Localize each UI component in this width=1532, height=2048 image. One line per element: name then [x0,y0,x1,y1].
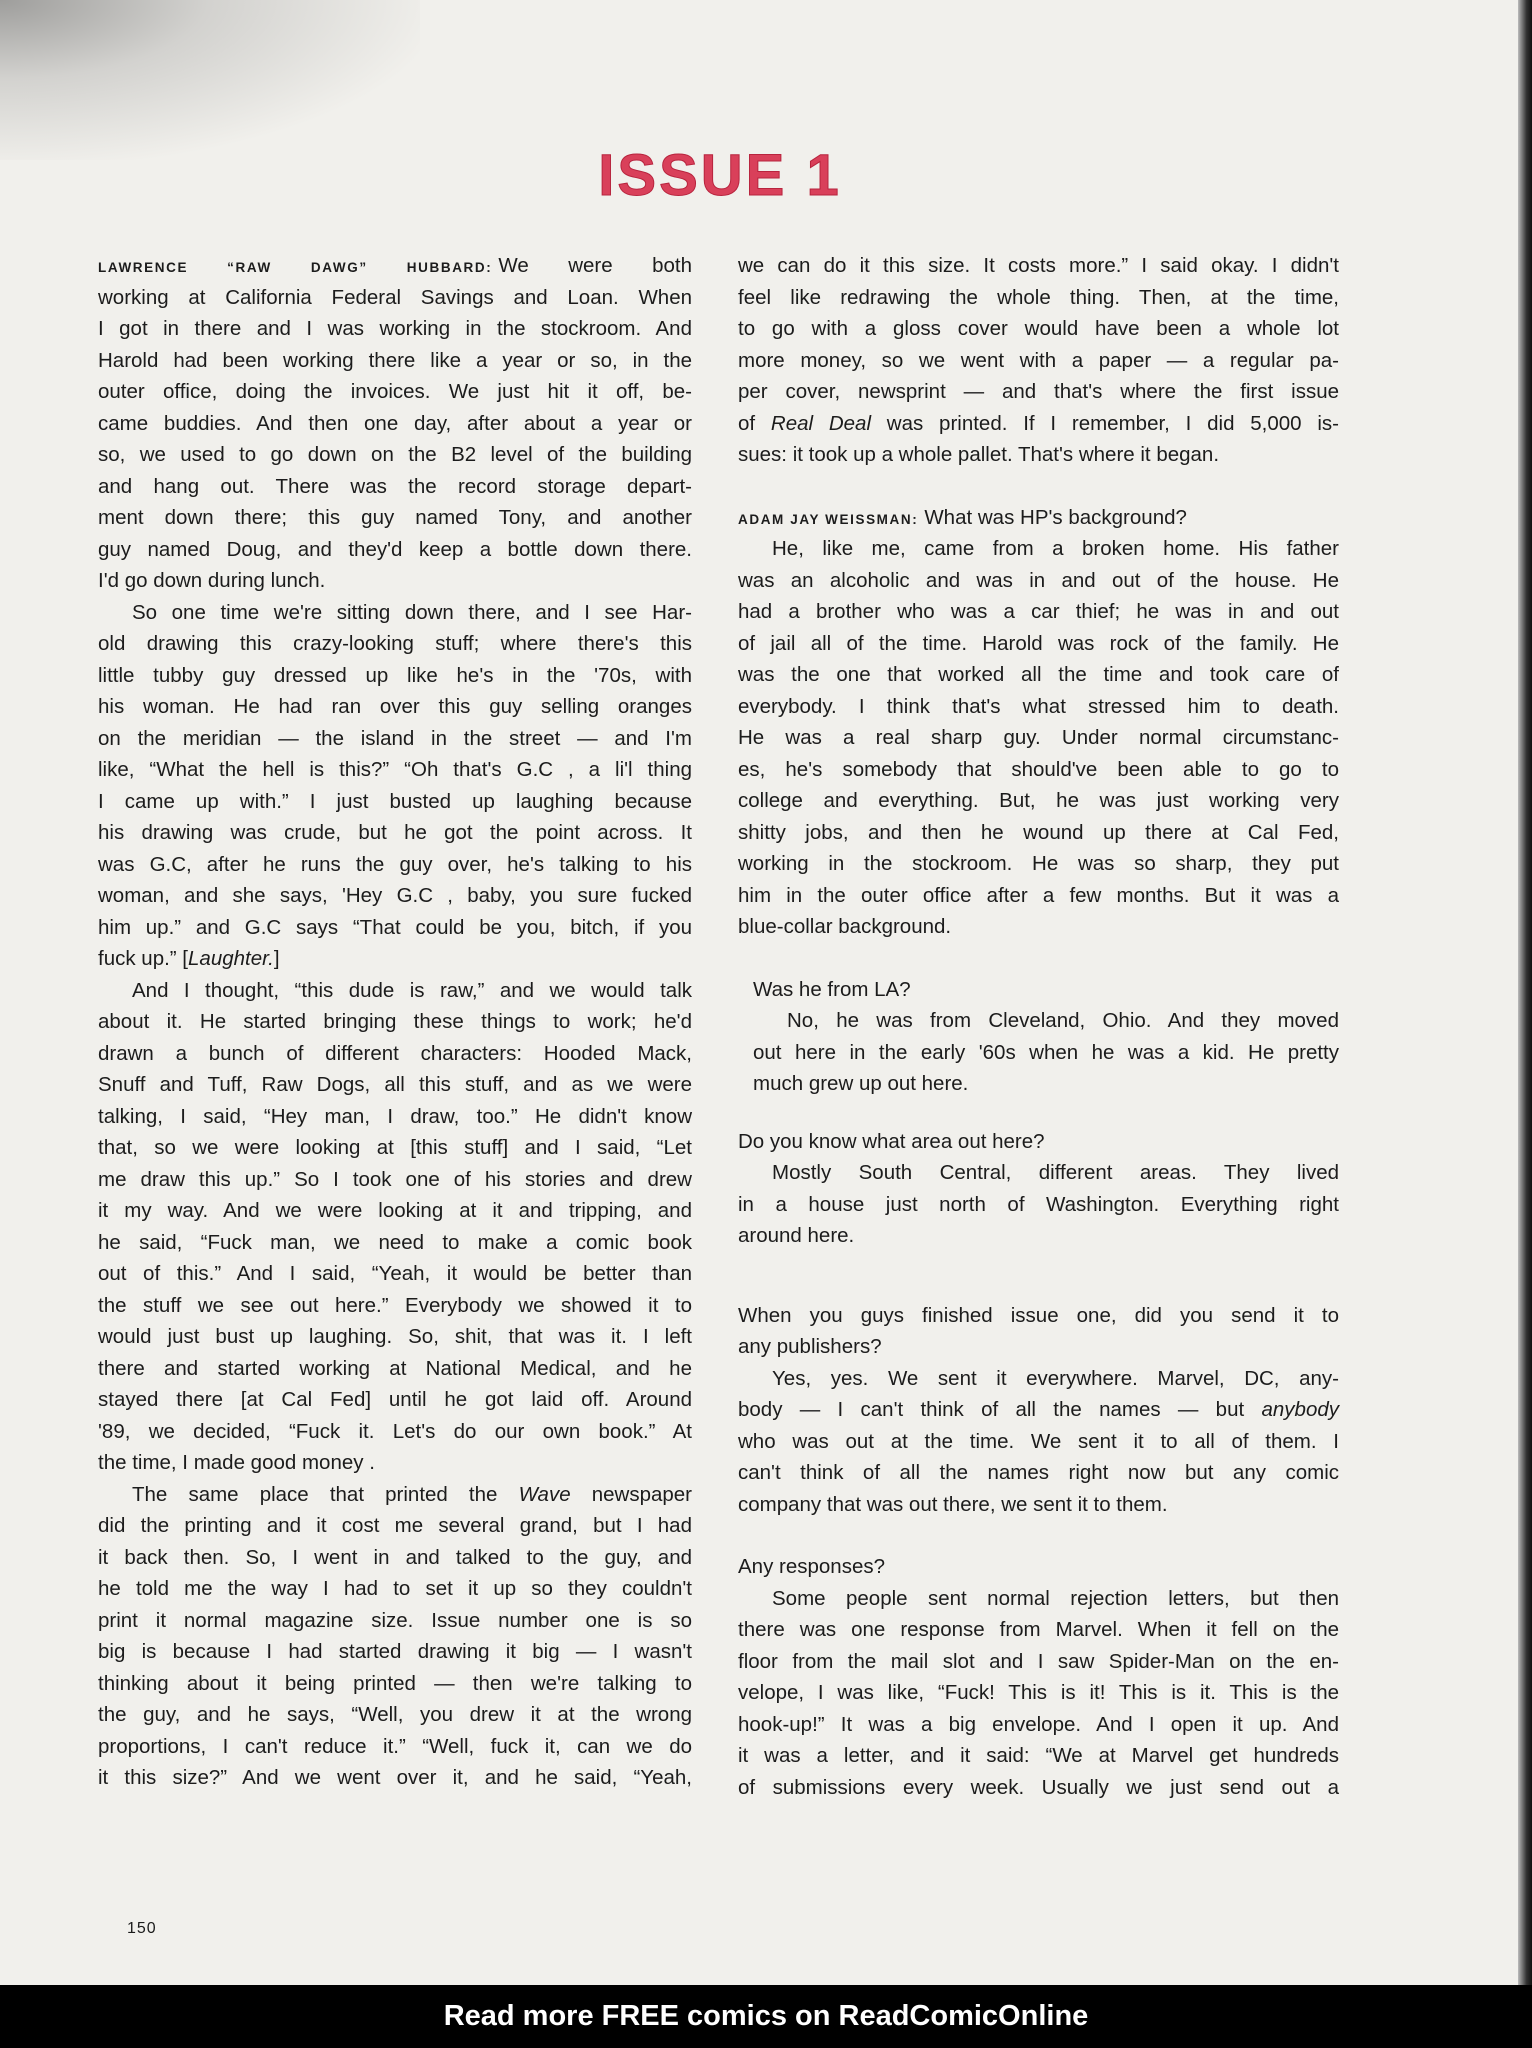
text-line [738,1614,1339,1646]
text-run: I came up with.” I just busted up laughing because [98,789,692,813]
text-run: more money, so we went with a paper — a regular pa- [738,348,1339,372]
text-run: blue-collar background. [738,915,952,938]
text-run: he said, “Fuck man, we need to make a comic book [98,1230,692,1254]
text-run: When you guys finished issue one, did you send it to [738,1303,1339,1327]
right-column [738,250,1339,1803]
text-run: proportions, I can't reduce it.” “Well, fuck it, can we do [98,1734,692,1758]
text-run: shitty jobs, and then he wound up there at Cal Fed, [738,820,1339,844]
text-line [753,1037,1339,1069]
text-run: woman, and she says, 'Hey G.C , baby, you sure fucked [98,884,692,907]
paragraph [738,1583,1339,1804]
text-line [98,1195,692,1227]
text-run: company that was out there, we sent it to them. [738,1492,1168,1516]
text-run: body — I can't think of all the names — but [738,1398,1262,1421]
text-line [98,880,692,912]
text-line [738,848,1339,880]
text-line [98,1605,692,1637]
text-line [753,1005,1339,1037]
italic-text: Real Deal [770,411,872,435]
text-run: of [738,411,771,435]
text-run: and hang out. There was the record storage depart- [98,474,692,498]
text-run: it this size?” And we went over it, and he said, “Yeah, [98,1766,692,1789]
text-line [98,1542,692,1574]
text-run: floor from the mail slot and I saw Spider-Man on the en- [738,1649,1339,1673]
text-run: '89, we decided, “Fuck it. Let's do our own book.” At [98,1419,692,1443]
page-title: ISSUE 1 [598,143,842,208]
text-line [98,1447,692,1479]
text-run: ment down there; this guy named Tony, and another [98,506,692,529]
text-run: we can do it this size. It costs more.” I said okay. I didn't [738,254,1339,277]
text-line [738,1709,1339,1741]
text-line [98,786,692,818]
text-line [98,439,692,471]
text-run: hook-up!” It was a big envelope. And I open it up. And [738,1712,1339,1736]
text-line [98,1416,692,1448]
text-line [98,943,692,975]
text-run: per cover, newsprint — and that's where the first issue [738,380,1339,403]
text-line [738,1457,1339,1489]
text-run: We were both [498,254,692,277]
text-run: of jail all of the time. Harold was rock of the family. He [738,631,1339,655]
text-line [98,1164,692,1196]
left-column [98,250,692,1794]
text-line [738,1772,1339,1804]
text-line [98,1762,692,1794]
footer-banner[interactable]: Read more FREE comics on ReadComicOnline [0,1985,1532,2048]
paragraph [98,250,692,597]
text-run: his woman. He had ran over this guy selling oranges [98,695,692,718]
text-run: And I thought, “this dude is raw,” and we would talk [132,978,692,1002]
paragraph [738,1126,1339,1158]
text-run: there was one response from Marvel. When it fell on the [738,1618,1339,1641]
text-line [738,596,1339,628]
speaker-label: ADAM JAY WEISSMAN: [738,511,919,527]
text-line [738,1583,1339,1615]
text-run: Snuff and Tuff, Raw Dogs, all this stuff, and as we were [98,1073,692,1096]
text-line [738,691,1339,723]
text-run: I got in there and I was working in the stockroom. And [98,317,692,340]
text-run: him up.” and G.C says “That could be you, bitch, if you [98,915,692,939]
text-run: it was a letter, and it said: “We at Marvel get hundreds [738,1744,1339,1767]
text-line [98,471,692,503]
text-run: What was HP's background? [924,505,1187,529]
text-line [98,691,692,723]
paragraph [98,975,692,1479]
text-run: me draw this up.” So I took one of his stories and drew [98,1167,692,1191]
text-line [753,974,1339,1006]
text-run: it my way. And we were looking at it and tripping, and [98,1199,692,1222]
text-line [738,1489,1339,1521]
text-line [738,1331,1339,1363]
text-line [738,1677,1339,1709]
text-run: old drawing this crazy-looking stuff; where there's this [98,632,692,655]
paragraph [738,1157,1339,1252]
paragraph [738,250,1339,471]
text-run: thinking about it being printed — then we're talking to [98,1671,692,1695]
text-line [98,660,692,692]
text-run: velope, I was like, “Fuck! This is it! This is it. This is the [738,1681,1339,1704]
paragraph [98,597,692,975]
text-run: came buddies. And then one day, after about a year or [98,411,692,435]
text-line [738,1740,1339,1772]
text-line [98,1132,692,1164]
text-run: to go with a gloss cover would have been a whole lot [738,317,1339,340]
text-line [738,408,1339,440]
paragraph [738,533,1339,943]
text-run: of submissions every week. Usually we just send out a [738,1775,1339,1799]
text-run: ] [273,947,280,970]
text-line [98,628,692,660]
text-run: college and everything. But, he was just working very [738,789,1339,812]
text-run: stayed there [at Cal Fed] until he got laid off. Around [98,1388,692,1411]
text-line [98,912,692,944]
text-line [738,565,1339,597]
text-line [738,1220,1339,1252]
text-line [738,502,1339,534]
text-line [738,628,1339,660]
text-run: working in the stockroom. He was so sharp, they put [738,852,1339,875]
text-run: who was out at the time. We sent it to all of them. I [738,1429,1339,1453]
text-run: was an alcoholic and was in and out of the house. He [738,568,1339,592]
text-line [98,250,692,282]
text-run: talking, I said, “Hey man, I draw, too.” He didn't know [98,1104,692,1128]
text-run: the stuff we see out here.” Everybody we showed it to [98,1293,692,1317]
text-line [98,1731,692,1763]
text-run: like, “What the hell is this?” “Oh that's G.C , a li'l thing [98,758,692,781]
text-run: He was a real sharp guy. Under normal circumstanc- [738,726,1339,749]
text-line [738,817,1339,849]
page-number: 150 [127,1920,157,1937]
text-line [98,534,692,566]
text-line [738,1394,1339,1426]
text-line [738,659,1339,691]
text-run: can't think of all the names right now but any comic [738,1461,1339,1484]
text-line [98,1006,692,1038]
text-run: sues: it took up a whole pallet. That's where it began. [738,443,1220,466]
speaker-label: LAWRENCE “RAW DAWG” HUBBARD: [98,260,493,275]
text-line [98,282,692,314]
text-run: guy named Doug, and they'd keep a bottle down there. [98,537,692,561]
text-line [98,1353,692,1385]
paragraph [753,1005,1339,1100]
text-line [98,376,692,408]
text-line [98,849,692,881]
text-line [738,1426,1339,1458]
paragraph [738,1363,1339,1521]
text-run: Yes, yes. We sent it everywhere. Marvel, DC, any- [772,1366,1339,1390]
text-run: He, like me, came from a broken home. His father [772,537,1339,560]
paragraph [738,1300,1339,1363]
text-run: the guy, and he says, “Well, you drew it at the wrong [98,1703,692,1726]
text-line [738,376,1339,408]
text-line [738,345,1339,377]
text-line [738,313,1339,345]
text-line [738,1300,1339,1332]
text-run: was the one that worked all the time and took care of [738,663,1339,686]
italic-text: anybody [1261,1398,1339,1421]
scan-artifact [0,0,420,160]
text-run: So one time we're sitting down there, and I see Har- [132,600,692,624]
text-run: The same place that printed the [132,1482,519,1506]
text-run: on the meridian — the island in the street — and I'm [98,726,692,750]
text-line [98,1510,692,1542]
text-run: out here in the early '60s when he was a kid. He pretty [753,1040,1339,1064]
text-line [98,1384,692,1416]
text-line [738,911,1339,943]
text-line [98,313,692,345]
text-run: so, we used to go down on the B2 level of the building [98,443,692,466]
text-run: was printed. If I remember, I did 5,000 is- [871,411,1339,435]
text-line [98,345,692,377]
text-run: es, he's somebody that should've been able to go to [738,757,1339,781]
text-line [98,1668,692,1700]
text-line [98,502,692,534]
text-run: little tubby guy dressed up like he's in the '70s, with [98,663,692,687]
text-line [738,754,1339,786]
text-line [738,250,1339,282]
text-run: was G.C, after he runs the guy over, he's talking to his [98,852,692,876]
text-line [98,408,692,440]
text-run: his drawing was crude, but he got the point across. It [98,821,692,844]
text-line [738,282,1339,314]
text-run: everybody. I think that's what stressed him to death. [738,694,1339,718]
text-line [753,1068,1339,1100]
text-line [98,1699,692,1731]
text-line [98,1069,692,1101]
text-run: feel like redrawing the whole thing. Then, at the time, [738,285,1339,309]
text-run: Mostly South Central, different areas. They lived [772,1161,1339,1184]
text-run: Was he from LA? [753,977,911,1001]
text-run: much grew up out here. [753,1072,969,1095]
text-line [98,1321,692,1353]
text-run: any publishers? [738,1335,882,1358]
text-run: that, so we were looking at [this stuff] and I said, “Let [98,1136,692,1159]
text-line [738,1157,1339,1189]
paragraph [738,1551,1339,1583]
text-run: it back then. So, I went in and talked to the guy, and [98,1545,692,1569]
text-line [98,565,692,597]
text-run: in a house just north of Washington. Everything right [738,1192,1339,1216]
text-run: Some people sent normal rejection letters, but then [772,1586,1339,1610]
text-run: working at California Federal Savings and Loan. When [98,285,692,309]
text-run: Do you know what area out here? [738,1129,1045,1153]
text-run: him in the outer office after a few months. But it was a [738,883,1339,907]
text-line [98,1258,692,1290]
text-run: newspaper [570,1482,693,1506]
text-line [98,1290,692,1322]
paragraph [753,974,1339,1006]
text-run: had a brother who was a car thief; he was in and out [738,600,1339,623]
text-run: around here. [738,1224,855,1247]
text-run: did the printing and it cost me several grand, but I had [98,1514,692,1537]
text-line [98,817,692,849]
text-run: No, he was from Cleveland, Ohio. And they moved [787,1009,1339,1032]
text-line [98,1479,692,1511]
text-run: about it. He started bringing these things to work; he'd [98,1010,692,1033]
text-line [738,533,1339,565]
text-line [98,723,692,755]
text-line [98,597,692,629]
text-line [98,975,692,1007]
text-run: would just bust up laughing. So, shit, that was it. I left [98,1325,692,1348]
text-run: I'd go down during lunch. [98,569,326,592]
text-line [738,1363,1339,1395]
text-run: Any responses? [738,1555,886,1578]
text-line [738,1646,1339,1678]
text-line [98,1101,692,1133]
text-line [738,722,1339,754]
text-line [738,1551,1339,1583]
italic-text: Laughter. [188,947,274,970]
paragraph [738,502,1339,534]
text-run: big is because I had started drawing it big — I wasn't [98,1640,692,1663]
text-line [98,1038,692,1070]
text-run: outer office, doing the invoices. We just hit it off, be- [98,380,692,403]
paragraph [98,1479,692,1794]
scan-edge [1518,0,1532,1985]
text-run: fuck up.” [ [98,947,189,970]
text-line [98,754,692,786]
italic-text: Wave [518,1482,571,1506]
text-line [98,1573,692,1605]
text-run: Harold had been working there like a year or so, in the [98,348,692,372]
text-run: there and started working at National Medical, and he [98,1356,692,1380]
text-line [98,1227,692,1259]
text-run: print it normal magazine size. Issue number one is so [98,1608,692,1632]
text-run: the time, I made good money . [98,1451,375,1474]
text-line [738,1189,1339,1221]
text-line [98,1636,692,1668]
text-run: out of this.” And I said, “Yeah, it would be better than [98,1262,692,1285]
text-line [738,439,1339,471]
text-line [738,880,1339,912]
text-line [738,1126,1339,1158]
text-run: he told me the way I had to set it up so they couldn't [98,1577,692,1600]
text-run: drawn a bunch of different characters: Hooded Mack, [98,1041,692,1065]
text-line [738,785,1339,817]
